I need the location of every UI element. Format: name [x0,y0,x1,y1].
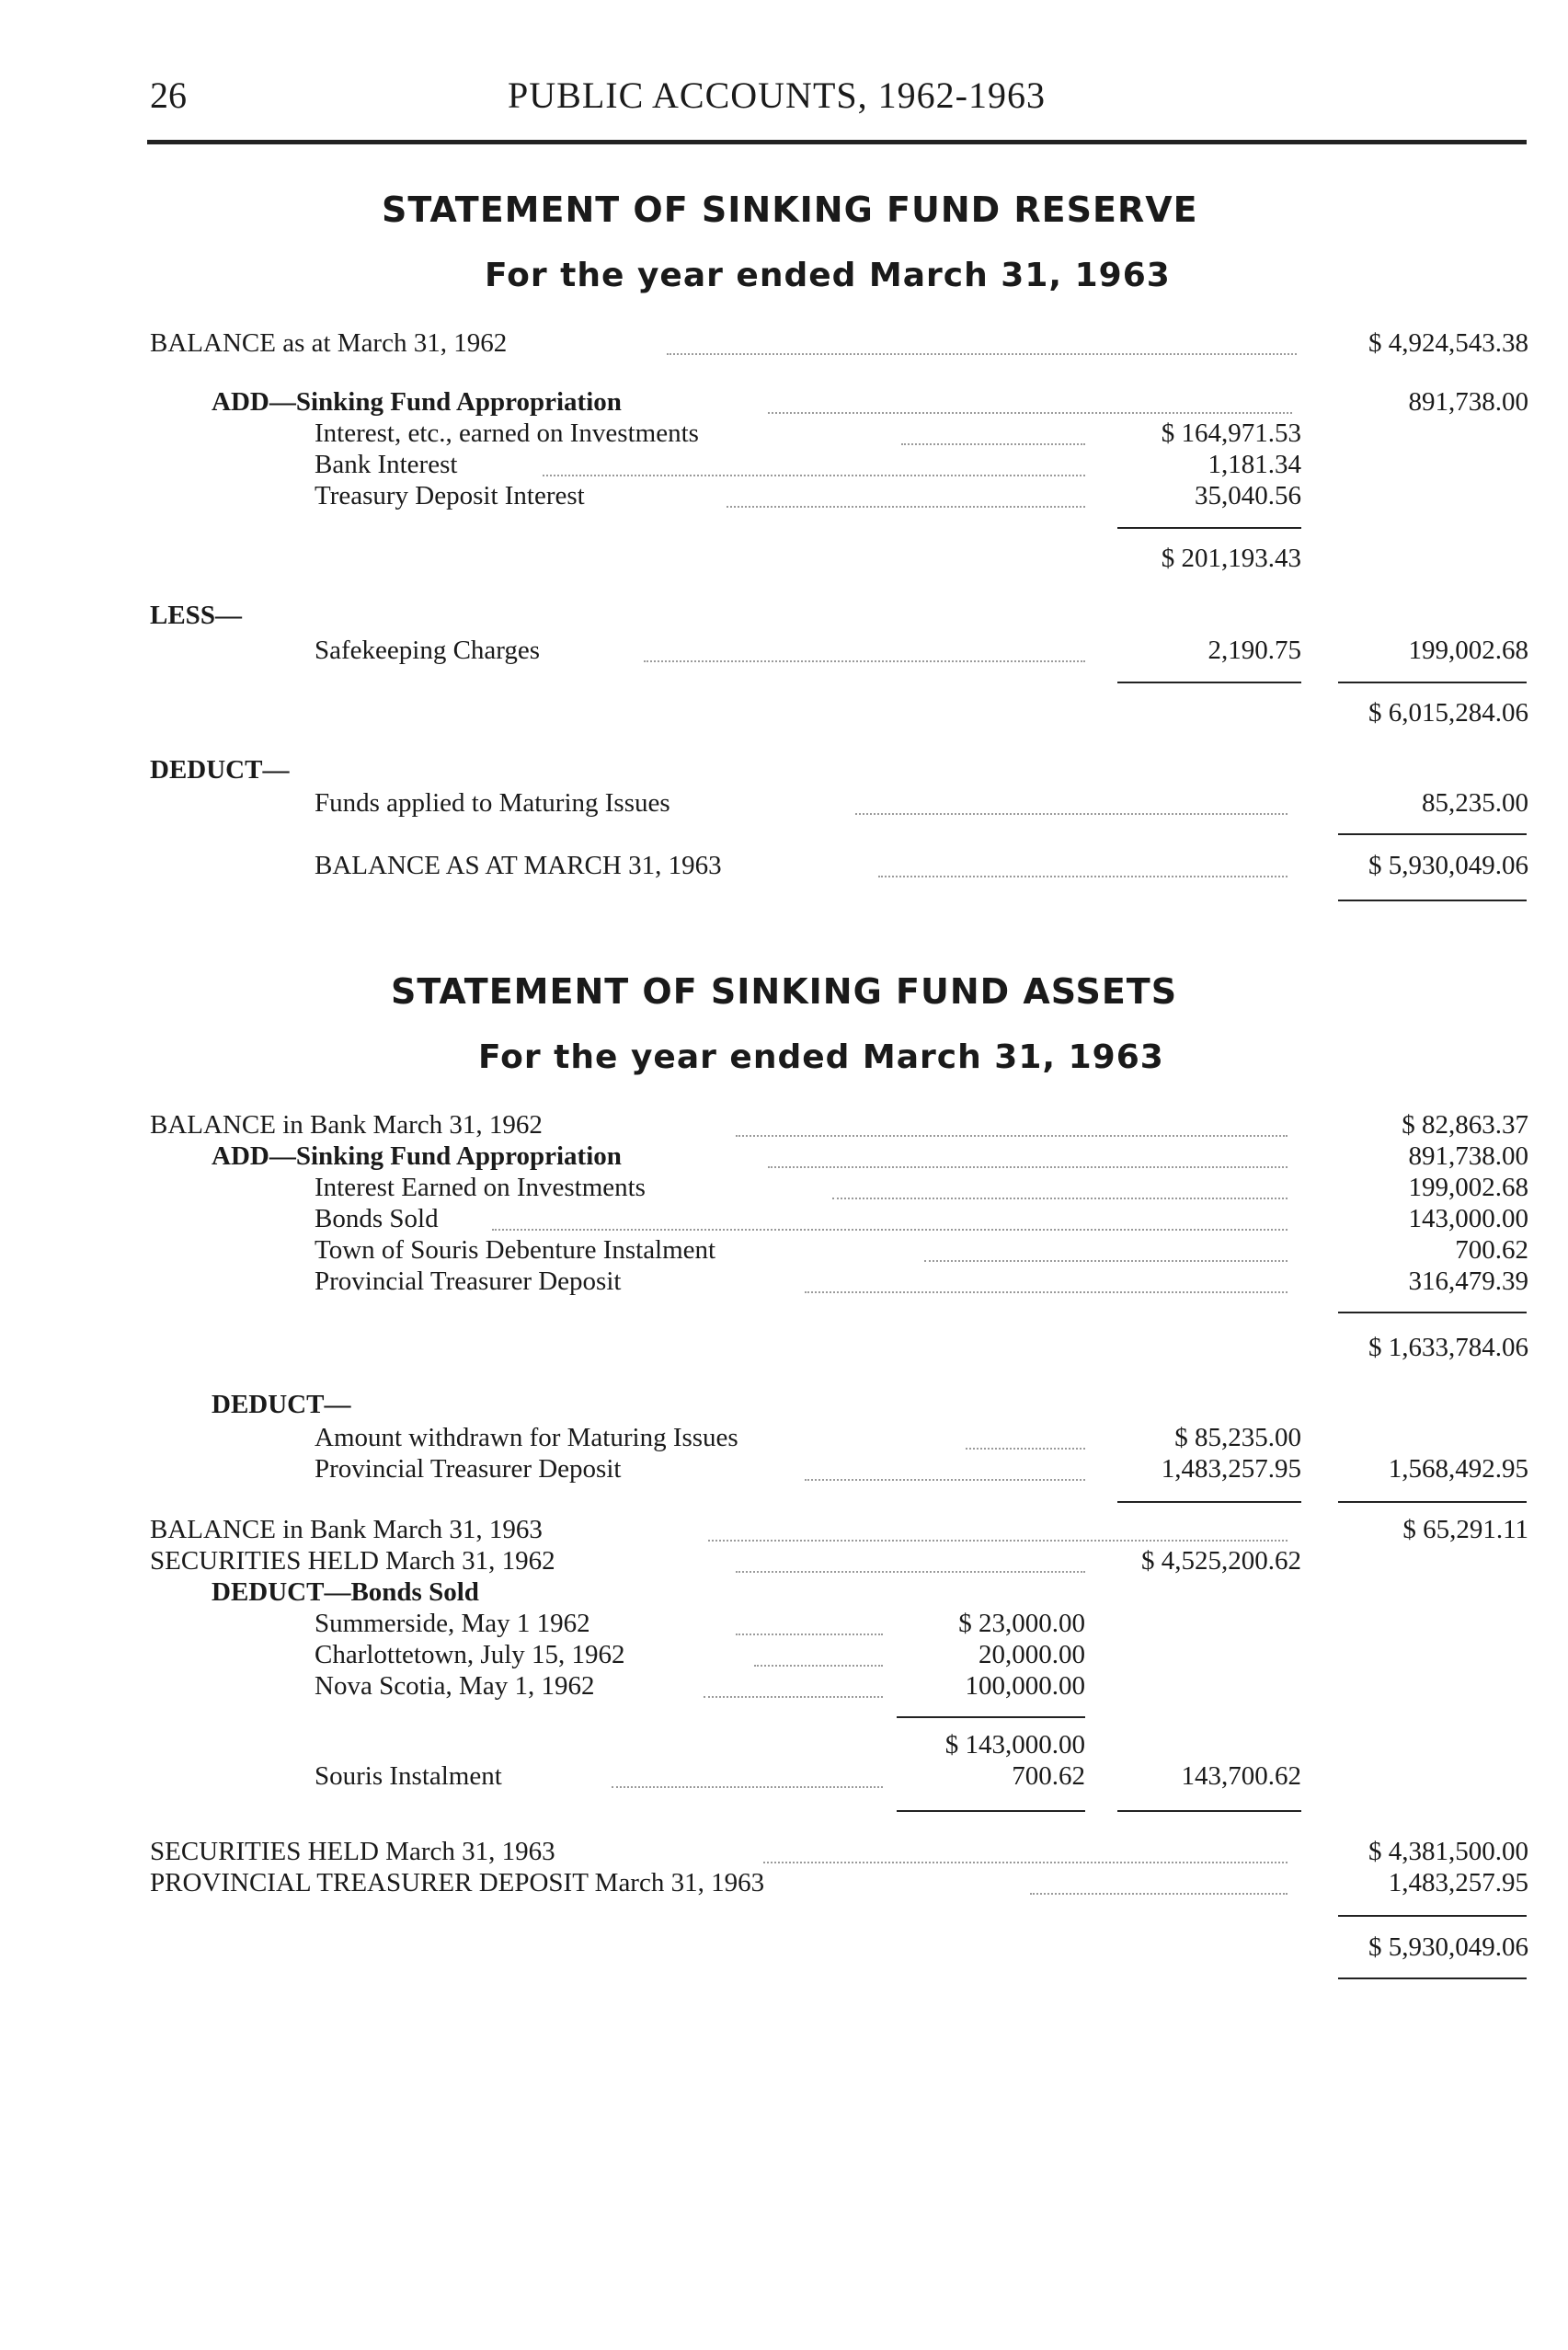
bank-open-label: BALANCE in Bank March 31, 1962 [150,1110,543,1140]
deduct-label: DEDUCT— [150,755,290,785]
less-label: LESS— [150,601,242,630]
leader-dots [543,475,1085,476]
deduct-rule [1117,1501,1301,1503]
leader-dots [901,443,1085,445]
assets-total-rule [1338,1312,1527,1313]
leader-dots [966,1448,1085,1450]
closing-double-rule [1338,900,1527,901]
leader-dots [492,1229,1288,1231]
leader-dots [667,353,1297,355]
leader-dots [878,876,1288,877]
interest-amount: $ 164,971.53 [1161,418,1301,448]
bank-close-amount: $ 65,291.11 [1402,1515,1528,1544]
assets-subtitle: For the year ended March 31, 1963 [478,1038,1164,1076]
grand-total-rule [1338,1915,1527,1917]
header-rule [147,140,1527,144]
provincial-deposit-1963-amount: 1,483,257.95 [1388,1868,1528,1897]
leader-dots [736,1571,1085,1573]
net-income-amount: 199,002.68 [1408,636,1528,665]
deduct-total: 1,568,492.95 [1388,1454,1528,1484]
leader-dots [855,813,1288,815]
leader-dots [754,1665,883,1667]
safekeeping-label: Safekeeping Charges [315,636,541,665]
souris-instalment-amount: 700.62 [1012,1761,1085,1791]
nova-scotia-label: Nova Scotia, May 1, 1962 [315,1671,595,1701]
funds-applied-amount: 85,235.00 [1422,788,1528,818]
provincial-deposit-label: Provincial Treasurer Deposit [315,1267,622,1296]
leader-dots [704,1696,883,1698]
bonds-sold-label: Bonds Sold [315,1204,439,1233]
interest-subtotal: $ 201,193.43 [1161,544,1301,573]
bank-interest-amount: 1,181.34 [1207,450,1301,479]
bank-close-label: BALANCE in Bank March 31, 1963 [150,1515,543,1544]
grand-total: $ 5,930,049.06 [1368,1932,1528,1962]
leader-dots [708,1540,1288,1542]
souris-instalment-label: Souris Instalment [315,1761,502,1791]
securities-rule [897,1810,1085,1812]
total-rule [1338,682,1527,683]
interest-earned-amount: 199,002.68 [1408,1173,1528,1202]
opening-balance-label: BALANCE as at March 31, 1962 [150,328,508,358]
securities-1963-amount: $ 4,381,500.00 [1368,1837,1528,1866]
leader-dots [832,1198,1288,1199]
leader-dots [736,1135,1288,1137]
reserve-title: STATEMENT OF SINKING FUND RESERVE [382,189,1198,230]
safekeeping-amount: 2,190.75 [1207,636,1301,665]
souris-debenture-amount: 700.62 [1455,1235,1528,1265]
assets-title: STATEMENT OF SINKING FUND ASSETS [391,971,1178,1012]
leader-dots [736,1634,883,1635]
leader-dots [805,1291,1288,1293]
provincial-deposit-1963-label: PROVINCIAL TREASURER DEPOSIT March 31, 1963 [150,1868,765,1897]
subtotal-rule [1117,527,1301,529]
bonds-sold-amount: 143,000.00 [1408,1204,1528,1233]
nova-scotia-amount: 100,000.00 [965,1671,1085,1701]
page-number: 26 [150,75,187,116]
reserve-total: $ 6,015,284.06 [1368,698,1528,728]
securities-rule [1117,1810,1301,1812]
leader-dots [768,1166,1288,1168]
funds-applied-label: Funds applied to Maturing Issues [315,788,670,818]
running-title: PUBLIC ACCOUNTS, 1962-1963 [508,75,1046,116]
charlottetown-amount: 20,000.00 [979,1640,1085,1669]
total-rule [1117,682,1301,683]
assets-total: $ 1,633,784.06 [1368,1333,1528,1362]
withdrawn-amount: $ 85,235.00 [1174,1423,1301,1452]
securities-1962-label: SECURITIES HELD March 31, 1962 [150,1546,555,1576]
bonds-sold-deduct-label: DEDUCT—Bonds Sold [212,1577,479,1607]
closing-balance-label: BALANCE AS AT MARCH 31, 1963 [315,851,722,880]
add-appropriation-label: ADD—Sinking Fund Appropriation [212,387,622,417]
bank-interest-label: Bank Interest [315,450,458,479]
closing-rule [1338,833,1527,835]
securities-1962-amount: $ 4,525,200.62 [1141,1546,1301,1576]
leader-dots [805,1479,1085,1481]
opening-balance-amount: $ 4,924,543.38 [1368,328,1528,358]
leader-dots [1030,1893,1288,1895]
provincial-deposit-amount: 316,479.39 [1408,1267,1528,1296]
leader-dots [768,412,1292,414]
securities-deduct-total: 143,700.62 [1181,1761,1301,1791]
charlottetown-label: Charlottetown, July 15, 1962 [315,1640,625,1669]
assets-add-label: ADD—Sinking Fund Appropriation [212,1141,622,1171]
souris-debenture-label: Town of Souris Debenture Instalment [315,1235,716,1265]
provincial-deposit2-amount: 1,483,257.95 [1161,1454,1301,1484]
interest-earned-label: Interest Earned on Investments [315,1173,646,1202]
summerside-amount: $ 23,000.00 [958,1609,1085,1638]
treasury-interest-amount: 35,040.56 [1195,481,1301,510]
reserve-subtitle: For the year ended March 31, 1963 [485,257,1171,294]
leader-dots [924,1260,1288,1262]
closing-balance-amount: $ 5,930,049.06 [1368,851,1528,880]
bank-open-amount: $ 82,863.37 [1402,1110,1528,1140]
deduct-rule [1338,1501,1527,1503]
treasury-interest-label: Treasury Deposit Interest [315,481,585,510]
interest-label: Interest, etc., earned on Investments [315,418,699,448]
securities-1963-label: SECURITIES HELD March 31, 1963 [150,1837,555,1866]
leader-dots [612,1786,883,1788]
provincial-deposit2-label: Provincial Treasurer Deposit [315,1454,622,1484]
assets-appropriation-amount: 891,738.00 [1408,1141,1528,1171]
appropriation-amount: 891,738.00 [1408,387,1528,417]
withdrawn-label: Amount withdrawn for Maturing Issues [315,1423,738,1452]
grand-total-double-rule [1338,1977,1527,1979]
bonds-subtotal: $ 143,000.00 [944,1730,1085,1760]
summerside-label: Summerside, May 1 1962 [315,1609,590,1638]
leader-dots [763,1862,1288,1863]
bonds-subtotal-rule [897,1716,1085,1718]
leader-dots [644,660,1085,662]
assets-deduct-label: DEDUCT— [212,1390,351,1419]
leader-dots [727,506,1085,508]
